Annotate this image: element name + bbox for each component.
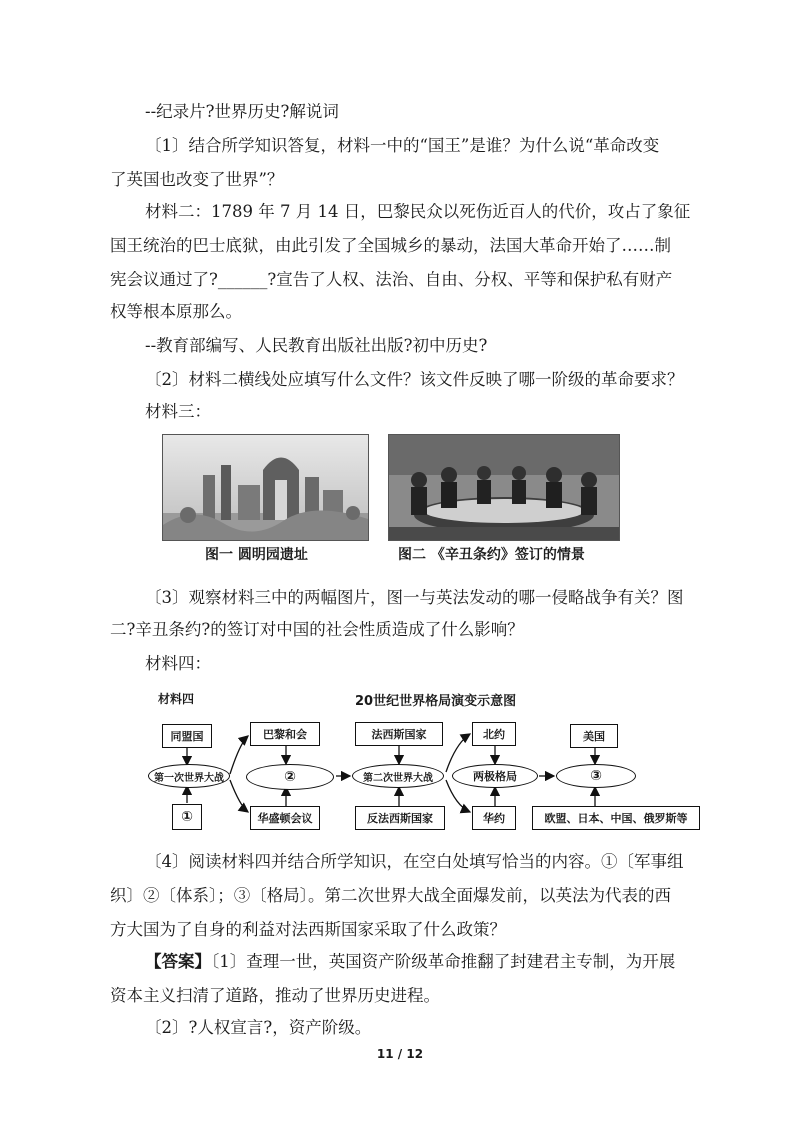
material-2-line-4: 权等根本原那么。: [110, 302, 242, 321]
diagram-title: 20世纪世界格局演变示意图: [355, 694, 517, 709]
material-2-line-3: 宪会议通过了?______?宣告了人权、法治、自由、分权、平等和保护私有财产: [110, 270, 673, 289]
ellipse-ww1: 第一次世界大战: [148, 764, 230, 788]
ellipse-bipolar: 两极格局: [452, 764, 538, 788]
ruins-photo-illustration: [163, 435, 368, 540]
ellipse-blank-2: ②: [246, 764, 334, 790]
question-4-line-2: 织〕②〔体系〕；③〔格局〕。第二次世界大战全面爆发前，以英法为代表的西: [110, 886, 671, 905]
box-major-powers: 欧盟、日本、中国、俄罗斯等: [532, 806, 700, 830]
answer-2: 〔2〕?人权宣言?，资产阶级。: [145, 1018, 372, 1037]
ellipse-blank-3: ③: [556, 764, 636, 788]
treaty-signing-photo: [388, 434, 620, 541]
box-nato: 北约: [472, 722, 516, 746]
question-4-line-1: 〔4〕阅读材料四并结合所学知识，在空白处填写恰当的内容。①〔军事组: [145, 852, 684, 871]
question-3-line-2: 二?辛丑条约?的签订对中国的社会性质造成了什么影响？: [110, 620, 524, 639]
answer-label: 【答案】: [145, 952, 211, 971]
box-paris-conference: 巴黎和会: [250, 722, 320, 746]
question-4-line-3: 方大国为了自身的利益对法西斯国家采取了什么政策？: [110, 920, 506, 939]
material-2-line-2: 国王统治的巴士底狱，由此引发了全国城乡的暴动，法国大革命开始了……制: [110, 236, 671, 255]
question-2: 〔2〕材料二横线处应填写什么文件？该文件反映了哪一阶级的革命要求？: [145, 370, 684, 389]
box-washington-conference: 华盛顿会议: [250, 806, 320, 830]
figure-2-caption: 图二 《辛丑条约》签订的情景: [398, 547, 585, 563]
ruins-photo: [162, 434, 369, 541]
box-ally-powers: 同盟国: [162, 724, 212, 748]
box-usa: 美国: [570, 724, 618, 748]
answer-1-line-2: 资本主义扫清了道路，推动了世界历史进程。: [110, 986, 440, 1005]
world-pattern-diagram: [150, 688, 720, 838]
box-warsaw-pact: 华约: [472, 806, 516, 830]
box-fascist-states: 法西斯国家: [355, 722, 443, 746]
question-1-line-1: 〔1〕结合所学知识答复，材料一中的“国王”是谁？为什么说“革命改变: [145, 136, 660, 155]
answer-1-text: 〔1〕查理一世，英国资产阶级革命推翻了封建君主专制，为开展: [211, 952, 676, 971]
answer-1-line-1: [145, 952, 735, 972]
page-number: 11 / 12: [376, 1047, 424, 1061]
material-3-label: 材料三：: [145, 402, 211, 421]
source-line-2: --教育部编写、人民教育出版社出版?初中历史?: [145, 336, 488, 355]
source-line-1: --纪录片?世界历史?解说词: [145, 102, 339, 121]
question-1-line-2: 了英国也改变了世界”？: [110, 170, 284, 189]
ellipse-ww2: 第二次世界大战: [352, 764, 444, 788]
material-4-label: 材料四：: [145, 654, 211, 673]
diagram-corner-label: 材料四: [158, 692, 195, 706]
material-2-line-1: 材料二：1789 年 7 月 14 日，巴黎民众以死伤近百人的代价，攻占了象征: [145, 202, 691, 221]
box-antifascist-states: 反法西斯国家: [355, 806, 445, 830]
question-3-line-1: 〔3〕观察材料三中的两幅图片，图一与英法发动的哪一侵略战争有关？图: [145, 588, 684, 607]
box-blank-1: ①: [172, 804, 202, 830]
figure-1-caption: 图一 圆明园遗址: [205, 547, 308, 563]
treaty-signing-illustration: [389, 435, 619, 540]
